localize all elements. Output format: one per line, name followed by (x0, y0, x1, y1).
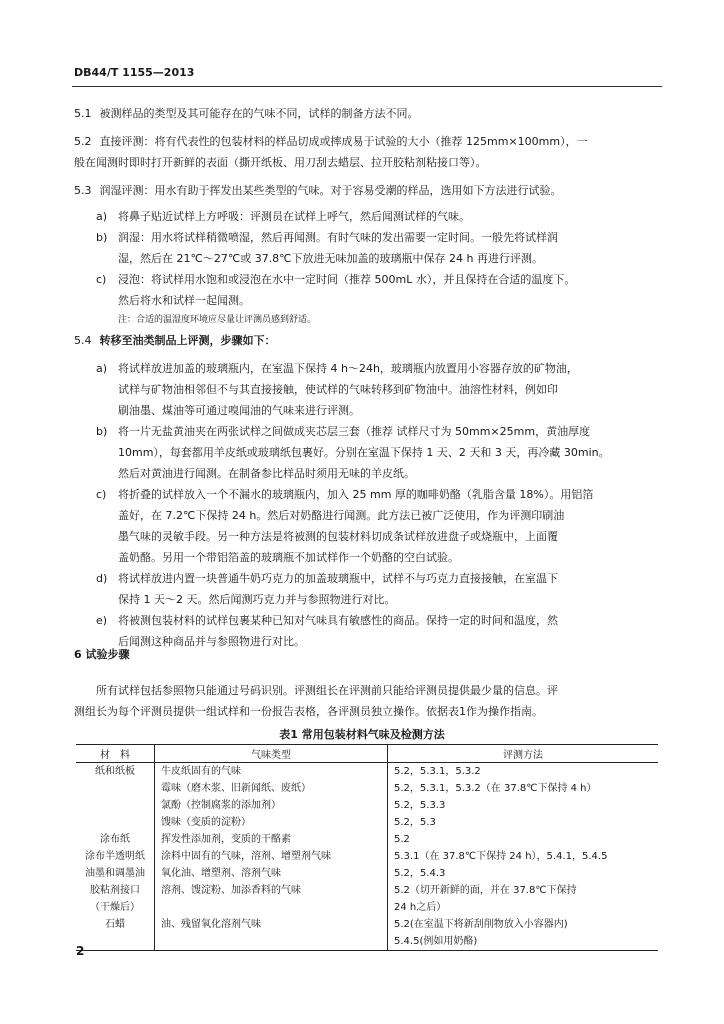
item-line: 将试样放进内置一块普通牛奶巧克力的加盖玻璃瓶中，试样不与巧克力直接接触，在室温下 (118, 572, 558, 585)
table-row (76, 831, 658, 848)
clause-5-4 (74, 330, 658, 351)
section-6-body (74, 680, 658, 722)
list-item (96, 227, 658, 269)
cell-odor: 油、残留氧化溶剂气味 (155, 916, 388, 951)
note (96, 311, 658, 329)
body-line: 测组长为每个评测员提供一组试样和一份报告表格，各评测员独立操作。依据表1作为操作指南。 (74, 705, 543, 718)
cell-method: 5.2，5.3.1，5.3.2 5.2，5.3.1，5.3.2（在 37.8℃下保持 4 h） 5.2，5.3.3 5.2，5.3 (388, 763, 659, 832)
cell-material: 纸和纸板 (95, 766, 135, 777)
item-line: 将一片无盐黄油夹在两张试样之间做成夹芯层三套（推荐 试样尺寸为 50mm×25mm，黄油厚度 (118, 425, 591, 438)
clause-5-2 (74, 131, 658, 173)
table-title: 表1 常用包装材料气味及检测方法 (279, 728, 445, 741)
body-line: 所有试样包括参照物只能通过号码识别。评测组长在评测前只能给评测员提供最少量的信息。评 (96, 684, 558, 697)
table-row (76, 848, 658, 865)
clause-5-3-list (96, 206, 658, 329)
item-line: 后闻测这种商品并与参照物进行对比。 (118, 635, 305, 648)
item-line: 盖好，在 7.2℃下保持 24 h。然后对奶酪进行闻测。此方法已被广泛使用，作为评测印刷油 (118, 509, 565, 522)
item-line: 将试样放进加盖的玻璃瓶内，在室温下保持 4 h～24h，玻璃瓶内放置用小容器存放的矿物油， (118, 362, 578, 375)
item-marker: d) (96, 572, 108, 585)
table-row (76, 763, 658, 832)
clause-5-3 (74, 180, 658, 201)
list-item (96, 206, 658, 227)
item-line: 将折叠的试样放入一个不漏水的玻璃瓶内，加入 25 mm 厚的咖啡奶酪（乳脂含量 18%）。用铝箔 (118, 488, 594, 501)
table-row (76, 865, 658, 882)
section-6-heading: 6 试验步骤 (74, 648, 130, 661)
header-rule (72, 86, 662, 87)
cell-odor: 溶剂、馊淀粉、加添香料的气味 (155, 882, 388, 916)
clause-5-1 (74, 103, 658, 124)
item-line: 墨气味的灵敏手段。另一种方法是将被测的包装材料切成条试样放进盘子或烧瓶中，上面覆 (118, 530, 558, 543)
clause-5-4-list (96, 358, 658, 652)
item-marker: b) (96, 425, 108, 438)
item-marker: c) (96, 273, 107, 286)
cell-method: 5.2（切开新鲜的面，并在 37.8℃下保持 24 h之后） (388, 882, 659, 916)
item-line: 然后将水和试样一起闻测。 (118, 294, 250, 307)
cell-odor: 牛皮纸固有的气味 霉味（磨木浆、旧新闻纸、废纸） 氯酚（控制腐浆的添加剂） 馊味（变质的淀粉） (155, 763, 388, 832)
item-line: 润湿：用水将试样稍微喷湿，然后再闻测。有时气味的发出需要一定时间。一般先将试样润 (118, 231, 558, 244)
item-line: 盖奶酪。另用一个带铝箔盖的玻璃瓶不加试样作一个奶酪的空白试验。 (118, 551, 459, 564)
cell-method: 5.2 (388, 831, 659, 848)
list-item (96, 484, 658, 568)
list-item (96, 568, 658, 610)
item-line: 保持 1 天～2 天。然后闻测巧克力并与参照物进行对比。 (118, 593, 396, 606)
cell-method: 5.2(在室温下将新刮削物放入小容器内) 5.4.5(例如用奶酪) (388, 916, 659, 951)
cell-odor: 挥发性添加剂，变质的干酪素 (155, 831, 388, 848)
page-number: 2 (76, 944, 85, 958)
cell-method: 5.3.1（在 37.8℃下保持 24 h），5.4.1，5.4.5 (388, 848, 659, 865)
table-row (76, 882, 658, 916)
cell-material: 涂布半透明纸 (85, 851, 145, 862)
clause-number: 5.1 (74, 107, 92, 120)
item-marker: a) (96, 362, 108, 375)
clause-number: 5.2 (74, 135, 92, 148)
item-marker: b) (96, 231, 108, 244)
cell-odor: 氧化油、增塑剂、溶剂气味 (155, 865, 388, 882)
item-marker: a) (96, 210, 108, 223)
odor-table (76, 744, 658, 951)
list-item (96, 358, 658, 421)
item-line: 刷油墨、煤油等可通过嗅闻油的气味来进行评测。 (118, 404, 360, 417)
list-item (96, 269, 658, 311)
cell-odor: 涂料中固有的气味，溶剂、增塑剂气味 (155, 848, 388, 865)
clause-text-line: 直接评测：将有代表性的包装材料的样品切成或摔成易于试验的大小（推荐 125mm×100mm），一 (99, 135, 588, 148)
cell-material: 油墨和调墨油 (85, 868, 145, 879)
list-item (96, 610, 658, 652)
note-text: 注：合适的温湿度环境应尽量让评测员感到舒适。 (118, 315, 317, 325)
item-marker: c) (96, 488, 107, 501)
item-line: 将鼻子贴近试样上方呼吸：评测员在试样上呼气，然后闻测试样的气味。 (118, 210, 470, 223)
cell-material: 石蜡 (76, 916, 155, 951)
item-line: 浸泡：将试样用水饱和或浸泡在水中一定时间（推荐 500mL 水），并且保持在合适的温度下。 (118, 273, 576, 286)
cell-method: 5.2，5.4.3 (388, 865, 659, 882)
list-item (96, 421, 658, 484)
cell-material: 涂布纸 (100, 834, 130, 845)
item-line: 试样与矿物油相邻但不与其直接接触，使试样的气味转移到矿物油中。油溶性材料，例如印 (118, 383, 558, 396)
table-header-row (76, 745, 658, 763)
clause-number: 5.3 (74, 184, 92, 197)
clause-text-line: 般在闻测时即时打开新鲜的表面（撕开纸板、用刀刮去蜡层、拉开胶粘剂粘接口等）。 (74, 156, 487, 169)
col-header-odor: 气味类型 (155, 745, 388, 763)
clause-text: 转移至油类制品上评测，步骤如下： (99, 334, 276, 347)
table-row (76, 916, 658, 951)
standard-header: DB44/T 1155—2013 (74, 66, 195, 79)
item-line: 10mm），每套都用羊皮纸或玻璃纸包裹好。分别在室温下保持 1 天、2 天和 3 天，再冷藏 30min。 (118, 446, 610, 459)
item-line: 将被测包装材料的试样包裹某种已知对气味具有敏感性的商品。保持一定的时间和温度，然 (118, 614, 558, 627)
item-marker: e) (96, 614, 108, 627)
col-header-method: 评测方法 (388, 745, 659, 763)
col-header-material: 材 料 (76, 745, 155, 763)
item-line: 然后对黄油进行闻测。在制备参比样品时须用无味的羊皮纸。 (118, 467, 415, 480)
clause-text: 被测样品的类型及其可能存在的气味不同，试样的制备方法不同。 (99, 107, 419, 120)
cell-material: 胶粘剂接口 （干燥后） (90, 885, 140, 913)
clause-text: 润湿评测：用水有助于挥发出某些类型的气味。对于容易受潮的样品，选用如下方法进行试验。 (99, 184, 562, 197)
clause-number: 5.4 (74, 334, 92, 347)
item-line: 湿，然后在 21℃～27℃或 37.8℃下放进无味加盖的玻璃瓶中保存 24 h 再进行评测。 (118, 252, 543, 265)
